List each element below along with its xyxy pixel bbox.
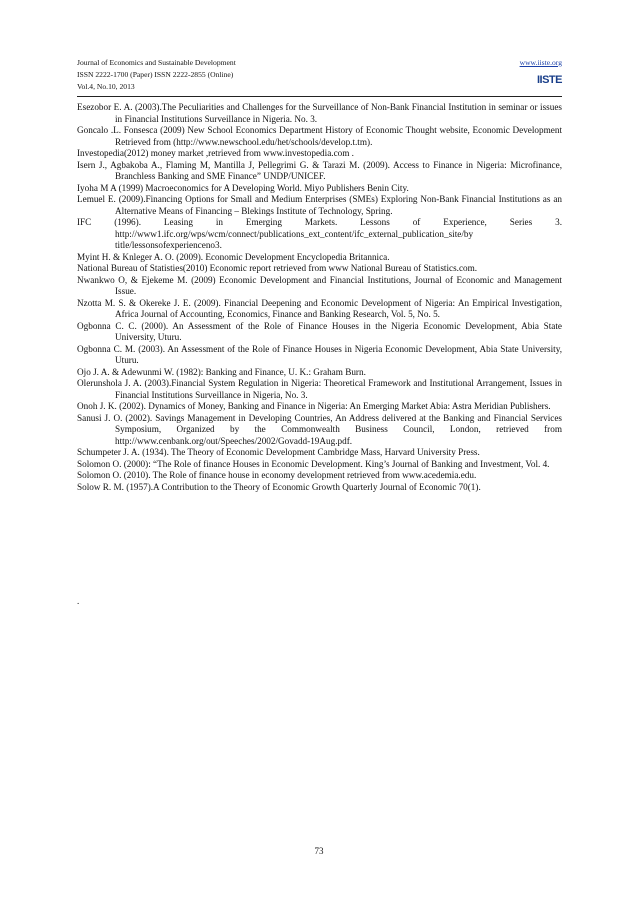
- reference-entry: Isern J., Agbakoba A., Flaming M, Mantilla J, Pellegrimi G. & Tarazi M. (2009). Access to Finance in Nigeria: Microfinance, Branchless Banking and SME Finance” UNDP/UNICEF.: [77, 159, 562, 181]
- reference-entry: Solomon O. (2000): “The Role of finance Houses in Economic Development. King’s Journal of Banking and Investment, Vol. 4.: [77, 458, 550, 469]
- reference-entry: Lemuel E. (2009).Financing Options for Small and Medium Enterprises (SMEs) Exploring Non-Bank Financial Institutions as an Alternative Means of Financing – Blekings Institute of Technology, Spring.: [77, 194, 562, 216]
- reference-entry: Sanusi J. O. (2002). Savings Management in Developing Countries, An Address delivered at the Banking and Financial Services Symposium, Organized by the Commonwealth Business Council, London, retrieved from http://www.cenbank.org/out/Speeches/2002/Govadd-19Aug.pdf.: [77, 412, 562, 446]
- journal-title: Journal of Economics and Sustainable Development: [77, 58, 236, 67]
- trailing-mark: .: [77, 596, 80, 606]
- reference-entry: Schumpeter J. A. (1934). The Theory of Economic Development Cambridge Mass, Harvard University Press.: [77, 447, 480, 457]
- reference-entry: Nwankwo O, & Ejekeme M. (2009) Economic Development and Financial Institutions, Journal of Economic and Management Issue.: [77, 274, 562, 296]
- reference-entry: Esezobor E. A. (2003).The Peculiarities and Challenges for the Surveillance of Non-Bank Financial Institution in seminar or issues in Financial Institutions Surveillance in Nigeria. No. 3.: [77, 102, 562, 124]
- iiste-logo: IISTE: [536, 74, 562, 86]
- reference-entry: IFC (1996). Leasing in Emerging Markets. Lessons of Experience, Series 3. http://www1.ifc.org/wps/wcm/connect/publications_ext_content/ifc_external_publication_site/by title/lessonsofexperienceno3.: [77, 217, 562, 250]
- journal-url-link[interactable]: www.iiste.org: [519, 58, 562, 67]
- issn-line: ISSN 2222-1700 (Paper) ISSN 2222-2855 (Online): [77, 70, 234, 79]
- reference-entry: Nzotta M. S. & Okereke J. E. (2009). Financial Deepening and Economic Development of Nigeria: An Empirical Investigation, Africa Journal of Accounting, Economics, Finance and Banking Research, Vol. 5, No. 5.: [77, 297, 562, 319]
- page-header: [77, 57, 562, 93]
- reference-entry: Solow R. M. (1957).A Contribution to the Theory of Economic Growth Quarterly Journal of Economic 70(1).: [77, 481, 481, 492]
- reference-entry: Olerunshola J. A. (2003).Financial System Regulation in Nigeria: Theoretical Framework and Institutional Arrangement, Issues in Financial Institutions Surveillance in Nigeria, No. 3.: [77, 378, 562, 400]
- reference-list: [77, 102, 562, 493]
- reference-entry: National Bureau of Statisties(2010) Economic report retrieved from www National Bureau of Statistics.com.: [77, 263, 478, 273]
- reference-entry: Solomon O. (2010). The Role of finance house in economy development retrieved from www.acedemia.edu.: [77, 470, 477, 480]
- reference-entry: Goncalo .L. Fonsesca (2009) New School Economics Department History of Economic Thought website, Economic Development Retrieved from (http://www.newschool.edu/het/schools/develop.t.tm).: [77, 125, 562, 147]
- reference-entry: Onoh J. K. (2002). Dynamics of Money, Banking and Finance in Nigeria: An Emerging Market Abia: Astra Meridian Publishers.: [77, 401, 551, 411]
- page-number: 73: [314, 846, 324, 856]
- reference-entry: Ojo J. A. & Adewunmi W. (1982): Banking and Finance, U. K.: Graham Burn.: [77, 366, 366, 377]
- reference-entry: Ogbonna C. C. (2000). An Assessment of the Role of Finance Houses in the Nigeria Economic Development, Abia State University, Uturu.: [77, 320, 562, 342]
- volume-line: Vol.4, No.10, 2013: [77, 82, 135, 91]
- header-divider: [77, 96, 562, 97]
- reference-entry: Iyoha M A (1999) Macroeconomics for A Developing World. Miyo Publishers Benin City.: [77, 182, 409, 193]
- reference-entry: Investopedia(2012) money market ,retrieved from www.investopedia.com .: [77, 148, 354, 158]
- reference-entry: Ogbonna C. M. (2003). An Assessment of the Role of Finance Houses in Nigeria Economic Development, Abia State University, Uturu.: [77, 343, 562, 365]
- reference-entry: Myint H. & Knleger A. O. (2009). Economic Development Encyclopedia Britannica.: [77, 251, 390, 262]
